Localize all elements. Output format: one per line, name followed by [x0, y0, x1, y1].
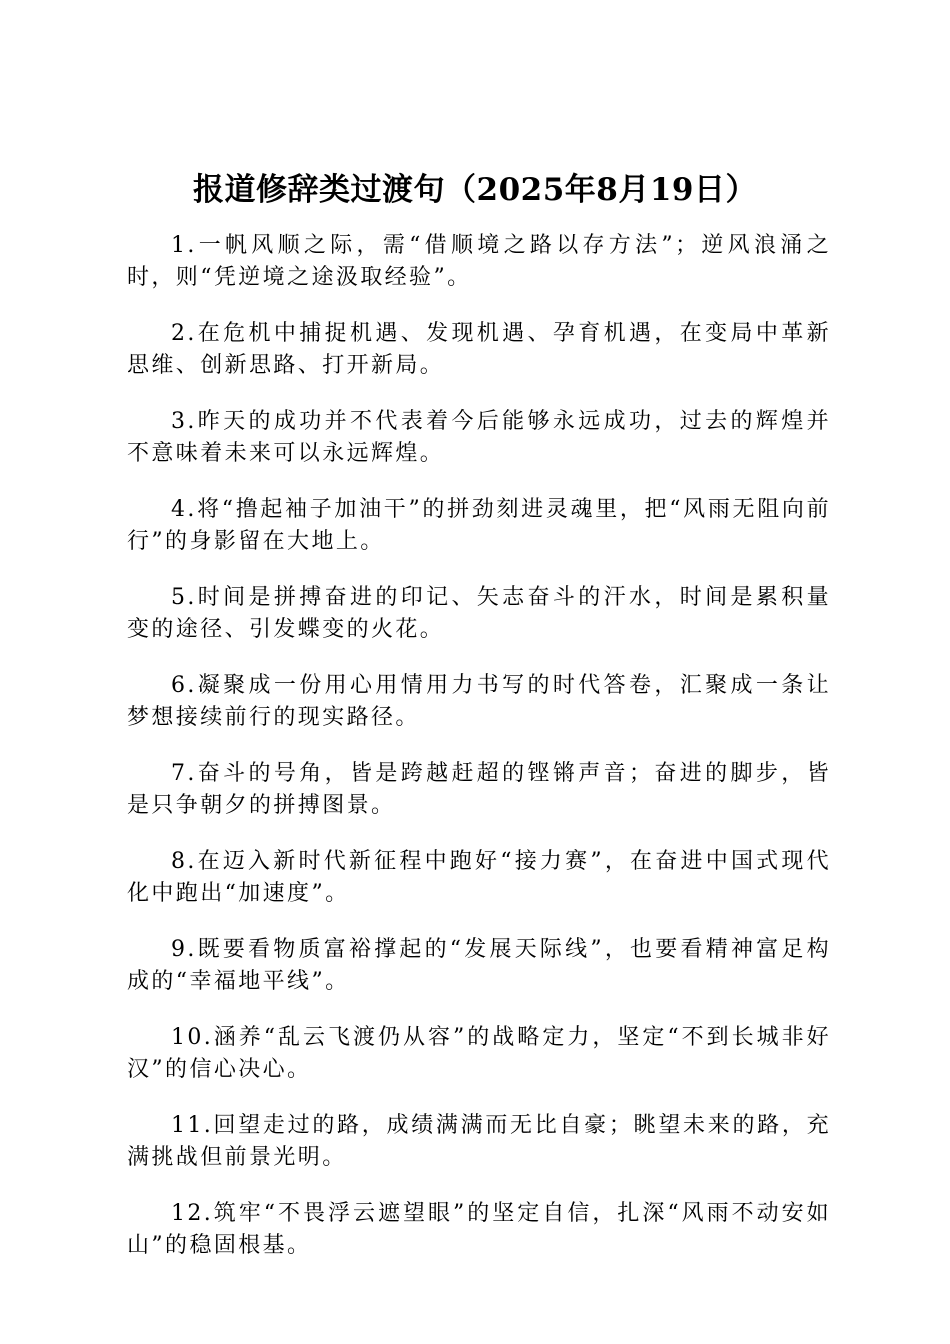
paragraph-7: 7.奋斗的号角，皆是跨越赶超的铿锵声音；奋进的脚步，皆是只争朝夕的拼搏图景。 [127, 761, 831, 818]
paragraph-9: 9.既要看物质富裕撑起的“发展天际线”，也要看精神富足构成的“幸福地平线”。 [127, 937, 831, 994]
paragraph-4: 4.将“撸起袖子加油干”的拼劲刻进灵魂里，把“风雨无阻向前行”的身影留在大地上。 [127, 497, 831, 554]
paragraph-12: 12.筑牢“不畏浮云遮望眼”的坚定自信，扎深“风雨不动安如山”的稳固根基。 [127, 1201, 831, 1258]
document-body [127, 230, 831, 1286]
paragraph-2: 2.在危机中捕捉机遇、发现机遇、孕育机遇，在变局中革新思维、创新思路、打开新局。 [127, 321, 831, 378]
document-title: 报道修辞类过渡句（2025年8月19日） [193, 172, 757, 208]
paragraph-8: 8.在迈入新时代新征程中跑好“接力赛”，在奋进中国式现代化中跑出“加速度”。 [127, 849, 831, 906]
paragraph-10: 10.涵养“乱云飞渡仍从容”的战略定力，坚定“不到长城非好汉”的信心决心。 [127, 1025, 831, 1082]
paragraph-11: 11.回望走过的路，成绩满满而无比自豪；眺望未来的路，充满挑战但前景光明。 [127, 1113, 831, 1170]
paragraph-1: 1.一帆风顺之际，需“借顺境之路以存方法”；逆风浪涌之时，则“凭逆境之途汲取经验”。 [127, 233, 831, 290]
paragraph-6: 6.凝聚成一份用心用情用力书写的时代答卷，汇聚成一条让梦想接续前行的现实路径。 [127, 673, 831, 730]
paragraph-5: 5.时间是拼搏奋进的印记、矢志奋斗的汗水，时间是累积量变的途径、引发蝶变的火花。 [127, 585, 831, 642]
paragraph-3: 3.昨天的成功并不代表着今后能够永远成功，过去的辉煌并不意味着未来可以永远辉煌。 [127, 409, 831, 466]
